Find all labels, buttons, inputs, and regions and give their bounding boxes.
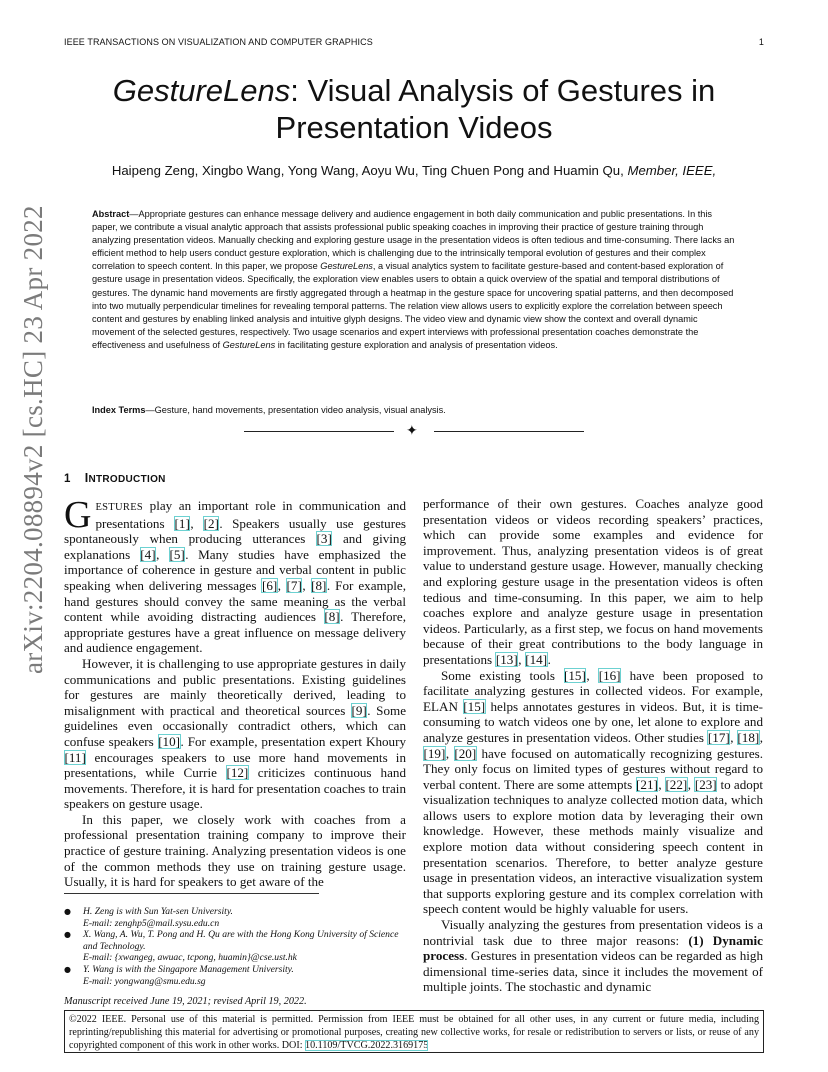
text-run: performance of their own gestures. Coaches analyze good presentation videos or videos recording speakers’ practices, which can provide some examples and evidence for improvement. Thus, analyzing presentation videos is of great value to understand gesture usage. However, manually checking and exploring gesture usage in the presentation videos is often tedious and time-consuming. In this paper, we aim to help coaches explore and analyze gesture usage in presentation videos. Particularly, as a first step, we focus on hand movements because of their great contributions to the body language in presentations xyxy=(423,496,763,667)
citation-link[interactable]: [23] xyxy=(694,776,717,792)
author-membership: Member, IEEE, xyxy=(627,163,717,178)
text-run: Some existing tools xyxy=(441,667,564,683)
paragraph-runs xyxy=(423,668,763,917)
abstract-label: Abstract xyxy=(92,209,130,219)
citation-link[interactable]: [4] xyxy=(140,546,156,562)
footnote-item xyxy=(64,906,410,929)
section-heading xyxy=(64,471,166,485)
footnote-item xyxy=(64,964,410,987)
diamond-star-icon: ✦ xyxy=(406,423,418,439)
footnote-affiliation: Y. Wang is with the Singapore Management University. xyxy=(83,963,294,975)
abstract-text-2: , a visual analytics system to facilitate gesture-based and content-based exploration of gesture usage in presentation videos. Specifically, the exploration view enables users to obtain a quick overview of the spatial and temporal distributions of gestures. The dynamic hand movements are firstly aggregated through a heatmap in the gesture space for uncovering spatial patterns, and then decomposed into two mutually perpendicular timelines for revealing temporal patterns. The relation view allows users to explicitly explore the correlation between speech content and gestures by enabling linked analysis and intuitive glyph designs. The video view and dynamic view show the context and overall dynamic movement of the selected gestures, respectively. Two usage scenarios and expert interviews with professional presentation coaches demonstrate the effectiveness and usefulness of xyxy=(92,261,734,350)
paragraph xyxy=(64,494,407,656)
text-run: , xyxy=(302,577,311,593)
section-number: 1 xyxy=(64,473,71,485)
footnote-affiliation: H. Zeng is with Sun Yat-sen University. xyxy=(83,906,233,917)
text-run: , xyxy=(586,667,599,683)
text-run: However, it is challenging to use appropriate gestures in daily communications and public presentations. Existing guidelines for gestures are mainly theoretically derived, leading to misalignment with practical and theoretical sources xyxy=(64,655,406,718)
citation-link[interactable]: [15] xyxy=(463,698,486,714)
footnotes xyxy=(64,906,410,987)
citation-link[interactable]: [9] xyxy=(351,702,367,718)
journal-name: IEEE TRANSACTIONS ON VISUALIZATION AND COMPUTER GRAPHICS xyxy=(64,37,373,47)
text-run: . Many studies have emphasized the importance of coherence in gesture and verbal content in public speaking when delivering messages xyxy=(64,546,407,593)
arxiv-identifier: arXiv:2204.08894v2 [cs.HC] 23 Apr 2022 xyxy=(18,205,48,674)
citation-link[interactable]: [21] xyxy=(636,776,658,792)
text-run: . Speakers usually use gestures spontaneously when producing utterances xyxy=(64,515,407,547)
doi-link[interactable]: 10.1109/TVCG.2022.3169175 xyxy=(305,1040,429,1051)
citation-link[interactable]: [15] xyxy=(564,667,586,683)
paragraph xyxy=(423,496,763,668)
text-run: and giving explanations xyxy=(64,531,406,562)
section-title-first-letter: I xyxy=(84,471,89,485)
author-names: Haipeng Zeng, Xingbo Wang, Yong Wang, Aoyu Wu, Ting Chuen Pong and Huamin Qu, xyxy=(111,163,624,178)
footnote-email: E-mail: yongwang@smu.edu.sg xyxy=(83,975,206,987)
text-run: encourages speakers to use more hand movements in presentations, while Currie xyxy=(64,749,406,781)
citation-link[interactable]: [10] xyxy=(158,733,181,749)
paragraph-end: . Gestures in presentation videos can be regarded as high dimensional time-series data, since it includes the movement of multiple joints. The stochastic and dynamic xyxy=(423,948,763,995)
citation-link[interactable]: [16] xyxy=(598,667,621,683)
paragraph xyxy=(423,668,763,918)
citation-link[interactable]: [11] xyxy=(64,749,86,765)
drop-cap: G xyxy=(64,494,92,536)
text-run: have focused on automatically recognizing gestures. They only focus on limited types of gestures without regard to verbal content. There are some attempts xyxy=(423,745,763,792)
text-run: to adopt visualization techniques to analyze collected motion data, which allows users to explore motion data by leveraging their own knowledge. However, these methods mainly visualize and explore motion data without considering speech content in presentation scenarios. Therefore, to better analyze gesture usage in presentation videos, an interactive visualization system that supports exploring gesture and its complex correlation with speech content would be highly valuable for users. xyxy=(423,776,764,917)
text-run: criticizes continuous hand movements. Therefore, it is hard for presentation coaches to train speakers on gesture usage. xyxy=(64,765,406,812)
citation-link[interactable]: [14] xyxy=(525,651,548,667)
bullet-icon: ● xyxy=(64,964,71,974)
index-terms xyxy=(92,404,740,417)
paragraph-runs xyxy=(423,496,763,667)
abstract-text-1: —Appropriate gestures can enhance message delivery and audience engagement in both daily communication and public presentations. In this paper, we contribute a visual analytic approach that assists professional public speaking coaches in improving their practice of gesture training through analyzing presentation videos. Manually checking and exploring gesture usage in the presentation videos is often tedious and time-consuming. There lacks an efficient method to help users conduct gesture exploration, which is challenging due to the intrinsically temporal evolution of gestures and their complex correlation to speech content. In this paper, we propose xyxy=(92,209,735,272)
text-run: , xyxy=(445,745,454,761)
text-run: . For example, presentation expert Khoury xyxy=(180,733,406,749)
copyright-text: ©2022 IEEE. Personal use of this material is permitted. Permission from IEEE must be obtained for all other uses, in any current or future media, including reprinting/republishing this material for advertising or promotional purposes, creating new collective works, for resale or redistribution to servers or lists, or reuse of any copyrighted component of this work in other works. DOI: xyxy=(69,1014,759,1051)
abstract-system-name-2: GestureLens xyxy=(222,339,276,350)
text-run: , xyxy=(658,776,665,792)
bullet-icon: ● xyxy=(64,930,71,940)
title-line2: Presentation Videos xyxy=(275,110,553,145)
text-run: . Therefore, appropriate gestures have a great influence on message delivery and audience engagement. xyxy=(64,609,406,656)
paragraph-runs xyxy=(64,656,406,811)
divider-rule-left xyxy=(244,431,394,432)
arxiv-watermark xyxy=(18,205,60,704)
text-run: , xyxy=(730,729,737,745)
footnote-affiliation: X. Wang, A. Wu, T. Pong and H. Qu are with the Hong Kong University of Science and Technology. xyxy=(83,929,399,952)
text-run: have been proposed to facilitate analyzing gestures in collected videos. For example, ELAN xyxy=(423,667,763,714)
citation-link[interactable]: [20] xyxy=(454,745,477,761)
text-run: , xyxy=(277,577,287,593)
paragraph-start: Visually analyzing the gestures from presentation videos is a nontrivial task due to three major reasons: xyxy=(423,917,763,948)
left-column xyxy=(64,494,407,890)
paragraph-bold: (1) Dynamic process xyxy=(423,932,763,964)
title-system-name: GestureLens xyxy=(112,73,291,108)
section-divider xyxy=(244,423,584,439)
citation-link[interactable]: [12] xyxy=(226,765,249,781)
paper-title xyxy=(64,72,764,146)
citation-link[interactable]: [3] xyxy=(316,531,332,547)
citation-link[interactable]: [6] xyxy=(261,577,278,593)
index-terms-text: —Gesture, hand movements, presentation video analysis, visual analysis. xyxy=(145,405,446,415)
citation-link[interactable]: [7] xyxy=(286,577,302,593)
index-terms-label: Index Terms xyxy=(92,405,146,415)
citation-link[interactable]: [17] xyxy=(707,729,730,745)
text-run: , xyxy=(156,546,169,562)
text-run: , xyxy=(759,729,764,745)
section-title-rest: NTRODUCTION xyxy=(88,474,166,485)
footnote-email: E-mail: {xwangeg, awuac, tcpong, huamin}@cse.ust.hk xyxy=(83,952,297,964)
footnote-email: E-mail: zenghp5@mail.sysu.edu.cn xyxy=(83,917,220,929)
running-header xyxy=(64,37,764,49)
manuscript-dates: Manuscript received June 19, 2021; revised April 19, 2022. xyxy=(64,996,307,1007)
citation-link[interactable]: [13] xyxy=(495,651,518,667)
paragraph xyxy=(423,917,763,995)
citation-link[interactable]: [18] xyxy=(737,729,760,745)
drop-cap-smallcaps: ESTURES xyxy=(95,502,144,513)
citation-link[interactable]: [1] xyxy=(174,515,190,531)
abstract-text-3: in facilitating gesture exploration and analysis of presentation videos. xyxy=(275,339,558,350)
right-column xyxy=(423,496,763,995)
citation-link[interactable]: [8] xyxy=(324,609,340,625)
paragraph-runs xyxy=(64,494,407,656)
paragraph xyxy=(64,656,406,812)
author-list xyxy=(40,163,788,178)
page-number: 1 xyxy=(758,37,764,47)
title-line1-rest: : Visual Analysis of Gestures in xyxy=(290,73,716,108)
text-run: . For example, hand gestures should convey the same meaning as the verbal content while avoiding distracting audiences xyxy=(64,577,406,625)
bullet-icon: ● xyxy=(64,907,71,916)
text-run: , xyxy=(518,651,525,667)
text-run: , xyxy=(687,776,695,792)
abstract xyxy=(92,208,740,352)
citation-link[interactable]: [5] xyxy=(169,546,185,562)
citation-link[interactable]: [8] xyxy=(311,577,327,593)
paragraph: In this paper, we closely work with coaches from a professional presentation training company to improve their practice of gesture training. Analyzing presentation videos is one of the common methods they use on training gesture usage. Usually, it is hard for speakers to get aware of the xyxy=(64,811,406,890)
text-run: play an important role in communication and presentations xyxy=(95,498,406,531)
abstract-system-name: GestureLens xyxy=(320,261,373,272)
footnote-item xyxy=(64,929,410,964)
divider-rule-right xyxy=(434,431,584,432)
text-run: , xyxy=(190,515,204,531)
copyright-notice xyxy=(64,1010,764,1053)
text-run: . xyxy=(547,651,551,667)
citation-link[interactable]: [19] xyxy=(423,745,446,761)
citation-link[interactable]: [2] xyxy=(203,515,219,531)
citation-link[interactable]: [22] xyxy=(665,776,688,792)
text-run: helps annotates gestures in videos. But, it is time-consuming to watch videos one by one, let alone to explore and analyze gestures in presentation videos. Other studies xyxy=(423,698,763,745)
text-run: . Some guidelines even occasionally contradict others, which can confuse speakers xyxy=(64,702,406,749)
footnote-rule xyxy=(64,893,319,894)
